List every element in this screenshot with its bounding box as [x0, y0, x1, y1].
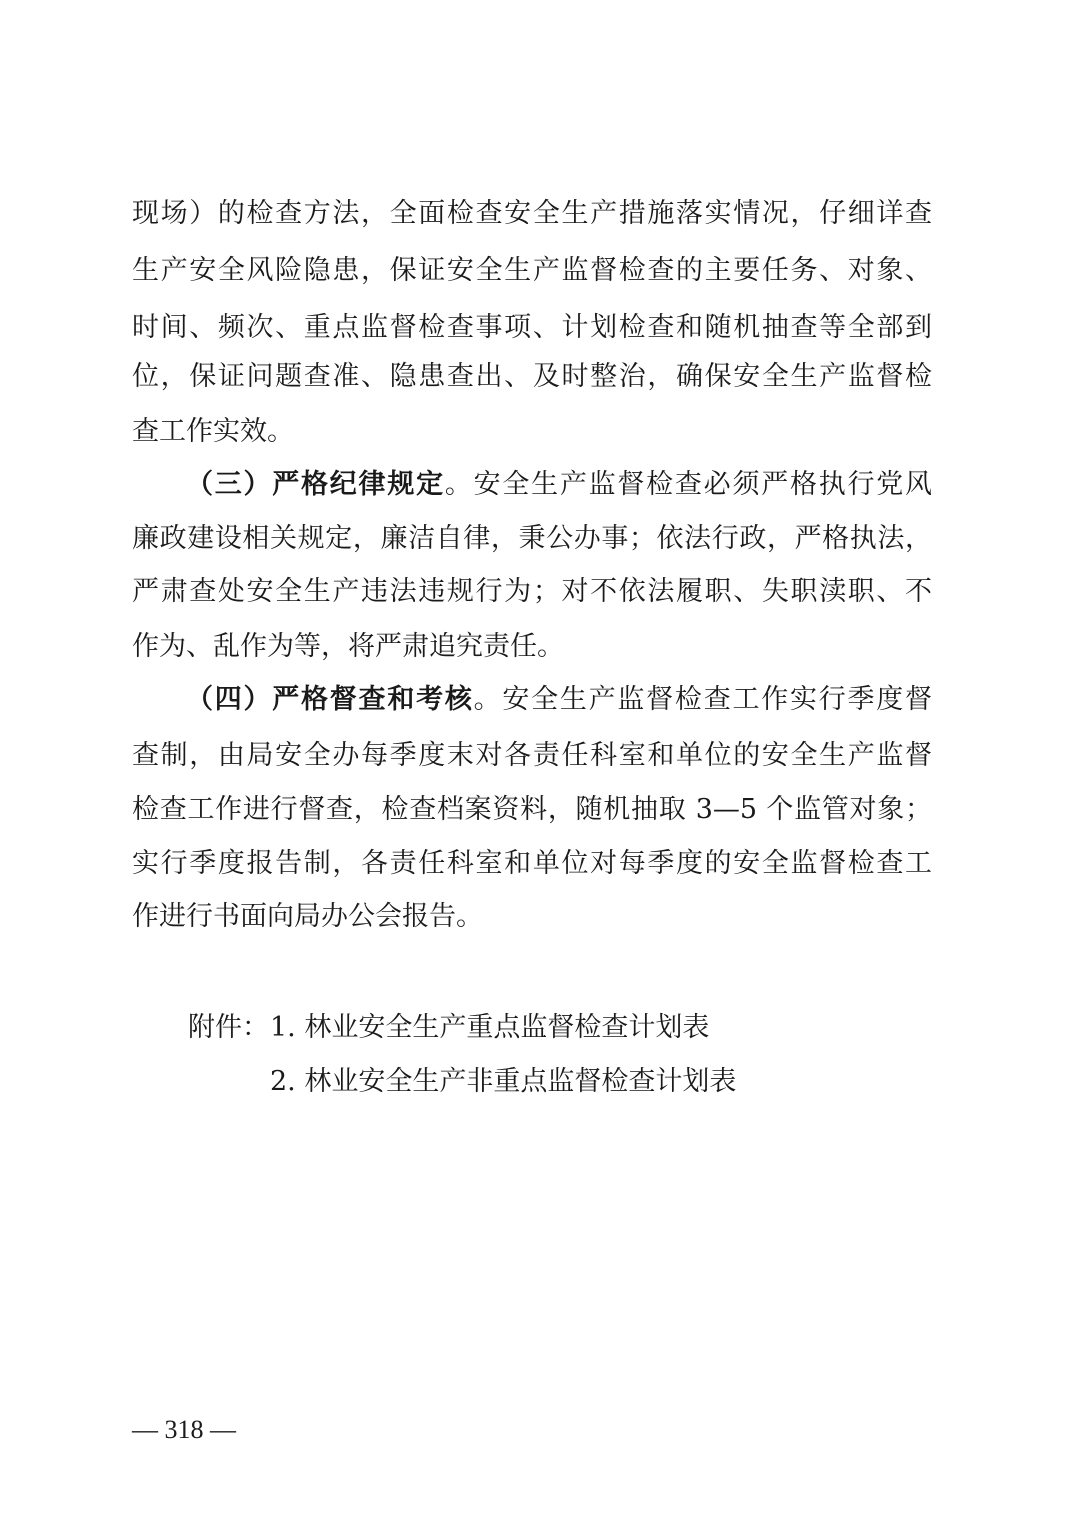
text-line: 时间、频次、重点监督检查事项、计划检查和随机抽查等全部到	[132, 312, 932, 343]
attachment-item: 2. 林业安全生产非重点监督检查计划表	[270, 1066, 737, 1097]
section-heading: （四）严格督查和考核	[186, 684, 474, 715]
text-line: 位，保证问题查准、隐患查出、及时整治，确保安全生产监督检	[132, 361, 932, 392]
attachments-label: 附件：	[188, 1012, 269, 1043]
text-line: 廉政建设相关规定，廉洁自律，秉公办事；依法行政，严格执法，	[132, 523, 932, 554]
paragraph-first-line	[186, 680, 932, 720]
text-span: 。安全生产监督检查工作实行季度督	[473, 684, 933, 715]
attachment-item: 1. 林业安全生产重点监督检查计划表	[270, 1012, 710, 1043]
page-number: — 318 —	[132, 1415, 236, 1444]
paragraph-first-line	[186, 465, 932, 505]
text-line: 作为、乱作为等，将严肃追究责任。	[132, 631, 564, 662]
text-line: 查制，由局安全办每季度末对各责任科室和单位的安全生产监督	[132, 740, 932, 771]
text-line: 生产安全风险隐患，保证安全生产监督检查的主要任务、对象、	[132, 255, 932, 286]
text-span: 。安全生产监督检查必须严格执行党风	[444, 469, 933, 500]
text-line: 现场）的检查方法，全面检查安全生产措施落实情况，仔细详查	[132, 198, 932, 229]
text-line: 实行季度报告制，各责任科室和单位对每季度的安全监督检查工	[132, 848, 932, 879]
text-line: 查工作实效。	[132, 416, 294, 447]
text-line: 严肃查处安全生产违法违规行为；对不依法履职、失职渎职、不	[132, 576, 932, 607]
section-heading: （三）严格纪律规定	[186, 469, 445, 500]
text-line: 作进行书面向局办公会报告。	[132, 901, 483, 932]
text-line: 检查工作进行督查，检查档案资料，随机抽取 3—5 个监管对象；	[132, 794, 932, 825]
